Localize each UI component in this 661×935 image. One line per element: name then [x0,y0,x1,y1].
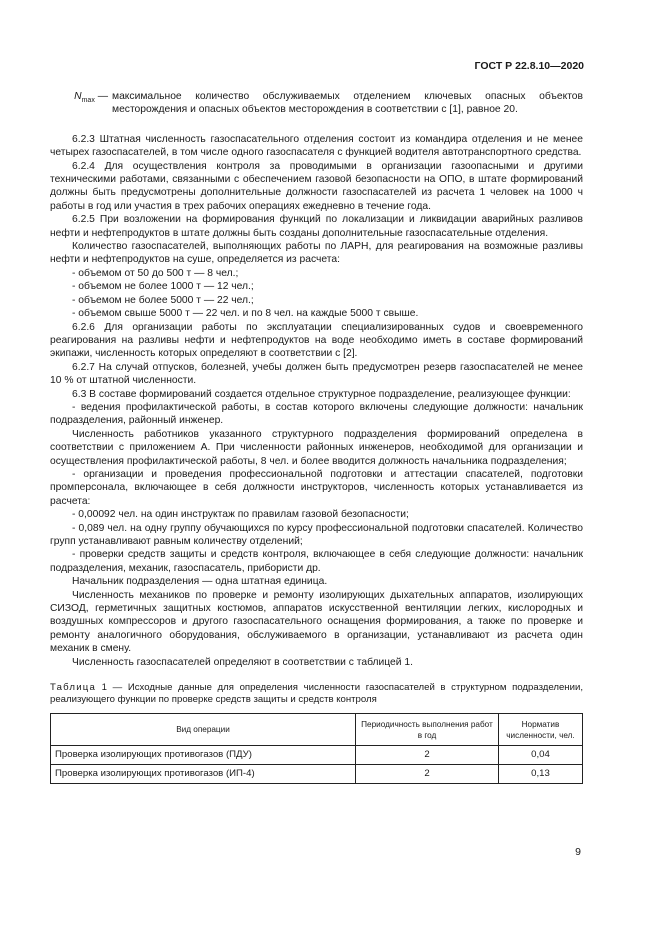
column-header: Периодичность выполнения работ в год [356,714,499,746]
column-header: Вид операции [51,714,356,746]
paragraph: 6.2.3 Штатная численность газоспасательного отделения состоит из командира отделения и не менее четырех газоспасателей, в том числе одного газоспасателя с функцией водителя автотранспортного средства. [50,133,583,159]
list-item: - объемом не более 1000 т — 12 чел.; [72,281,254,293]
list-item: - 0,089 чел. на одну группу обучающихся по курсу профессиональной подготовки спасателей. Количество групп устанавливают равным количеству отделений; [50,522,583,547]
table-cell: Проверка изолирующих противогазов (ПДУ) [51,746,356,765]
paragraph: Начальник подразделения — одна штатная единица. [72,576,328,588]
data-table [50,713,583,784]
table-caption [50,682,583,706]
table-caption-text: 1 — Исходные данные для определения численности газоспасателей в структурном подразделении, реализующего функции по проверке средств защиты и средств контроля [50,682,583,706]
definition-symbol: $N_{max}$ — [74,91,108,105]
column-header: Норматив численности, чел. [499,714,583,746]
table-cell: 0,13 [499,765,583,784]
page-body [50,90,583,784]
list-item: - ведения профилактической работы, в состав которого включены следующие должности: начальник подразделения, районный инженер. [50,401,583,427]
list-item: - объемом не более 5000 т — 22 чел.; [72,294,254,306]
paragraph: 6.2.6 Для организации работы по эксплуатации специализированных судов и своевременного реагирования на разливы нефти и нефтепродуктов на воде необходимо иметь в составе формирований экипажи, численность которых определяют в соответствии с [2]. [50,321,583,360]
list-item: - объемом свыше 5000 т — 22 чел. и по 8 чел. на каждые 5000 т свыше. [72,308,419,320]
paragraph: Численность газоспасателей определяют в соответствии с таблицей 1. [72,656,413,668]
page-number: 9 [575,846,581,858]
table-caption-label: Таблица [50,682,97,694]
list-item: - организации и проведения профессиональной подготовки и аттестации спасателей, подготовки промперсонала, включающее в себя должности инструкторов, численность которых устанавливается из расчета: [50,468,583,507]
paragraph: Количество газоспасателей, выполняющих работы по ЛАРН, для реагирования на возможные разливы нефти и нефтепродуктов на суше, определяется из расчета: [50,241,583,266]
table-cell: 2 [356,746,499,765]
list-item: - 0,00092 чел. на один инструктаж по правилам газовой безопасности; [72,509,409,521]
list-item: - объемом от 50 до 500 т — 8 чел.; [72,267,239,279]
table-cell: 2 [356,765,499,784]
paragraph: 6.3 В составе формирований создается отдельное структурное подразделение, реализующее функции: [72,388,571,400]
table-row [51,746,583,765]
paragraph: 6.2.4 Для осуществления контроля за проводимыми в организации газоопасными и другими техническими работами, связанными с обеспечением газовой безопасности на ОПО, в штате формирований должны быть предусмотрены дополнительные должности газоспасателей из расчета 1 человек на 1000 ч работы в год или участия в трех рабочих операциях ежедневно в течение года. [50,160,583,212]
paragraph: Численность работников указанного структурного подразделения формирований определена в соответствии с приложением А. При численности районных инженеров, необходимой для организации и осуществления профилактической работы, 8 чел. и более вводится должность начальника подразделения; [50,428,583,467]
table-cell: 0,04 [499,746,583,765]
list-item: - проверки средств защиты и средств контроля, включающее в себя следующие должности: начальник подразделения, механик, газоспасатель, прибористи др. [50,549,583,574]
paragraph: Численность механиков по проверке и ремонту изолирующих дыхательных аппаратов, изолирующих СИЗОД, герметичных защитных костюмов, аппаратов искусственной вентиляции легких, кислородных и воздушных компрессоров и другого газоспасательного оснащения формирования, а также по проверке и ремонту аналогичного оборудования, обслуживаемого в организации, устанавливают из расчета один механик в смену. [50,589,583,655]
symbol-definition [50,90,583,117]
definition-text: максимальное количество обслуживаемых отделением ключевых опасных объектов месторождения и опасных объектов месторождения в соответствии с [1], равное 20. [112,91,583,116]
paragraph: 6.2.7 На случай отпусков, болезней, учебы должен быть предусмотрен резерв газоспасателей не менее 10 % от штатной численности. [50,361,583,387]
table-cell: Проверка изолирующих противогазов (ИП-4) [51,765,356,784]
paragraph: 6.2.5 При возложении на формирования функций по локализации и ликвидации аварийных разливов нефти и нефтепродуктов в штате должны быть созданы дополнительные газоспасательные отделения. [50,214,583,239]
document-code: ГОСТ Р 22.8.10—2020 [474,60,584,72]
table-header-row [51,714,583,746]
table-row [51,765,583,784]
